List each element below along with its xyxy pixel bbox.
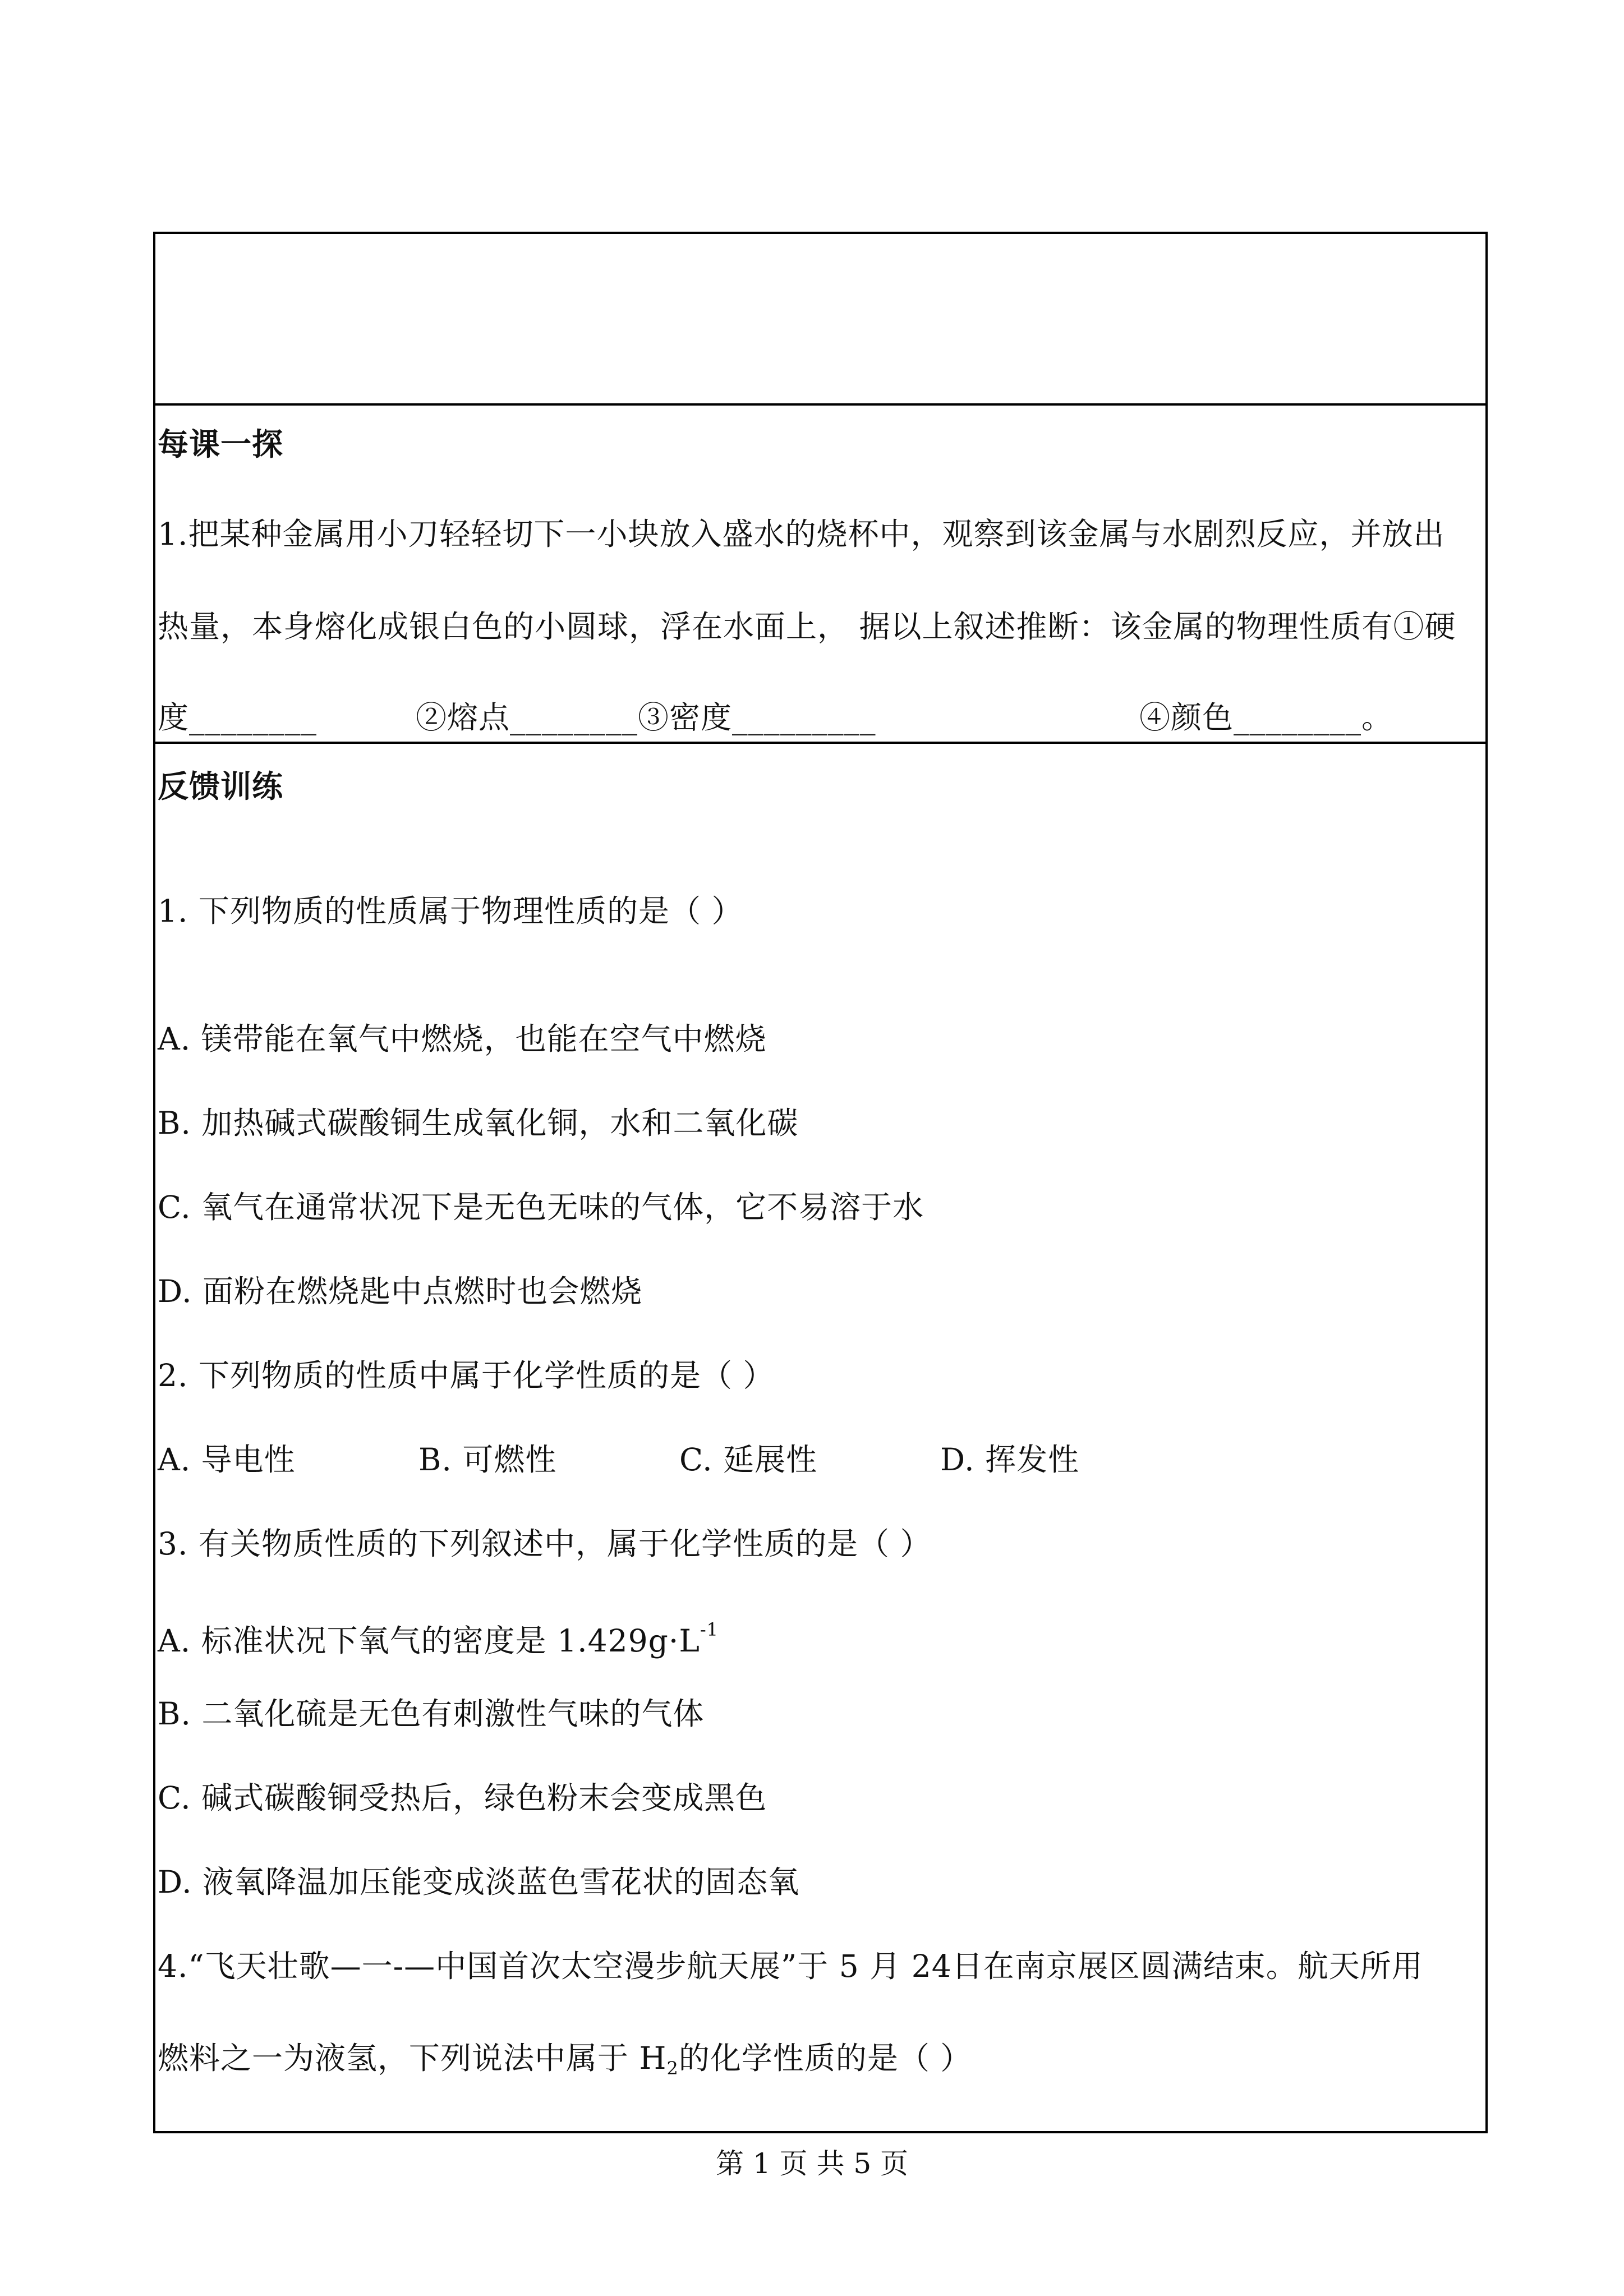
row-divider-1 bbox=[155, 403, 1485, 406]
q1-option-d: D. 面粉在燃烧匙中点燃时也会燃烧 bbox=[158, 1273, 643, 1309]
q2-option-c: C. 延展性 bbox=[679, 1442, 818, 1478]
q3-option-c: C. 碱式碳酸铜受热后，绿色粉末会变成黑色 bbox=[158, 1780, 767, 1816]
q3-option-a-text: A. 标准状况下氧气的密度是 1.429g·L bbox=[158, 1623, 700, 1659]
row-divider-2 bbox=[155, 742, 1485, 744]
q3-option-a bbox=[158, 1610, 719, 1660]
q2-option-b: B. 可燃性 bbox=[418, 1442, 557, 1478]
q3-option-b: B. 二氧化硫是无色有刺激性气味的气体 bbox=[158, 1696, 705, 1732]
q3-option-a-exponent: -1 bbox=[700, 1619, 719, 1640]
blank-hardness: 度________ bbox=[158, 700, 318, 735]
blank-color: ④颜色________。 bbox=[1139, 700, 1393, 735]
feedback-q3: 3. 有关物质性质的下列叙述中，属于化学性质的是（ ） bbox=[158, 1526, 932, 1562]
section-title-explore: 每课一探 bbox=[158, 426, 284, 462]
feedback-q2: 2. 下列物质的性质中属于化学性质的是（ ） bbox=[158, 1358, 775, 1393]
feedback-q1: 1. 下列物质的性质属于物理性质的是（ ） bbox=[158, 893, 743, 929]
worksheet-table bbox=[153, 232, 1488, 2133]
q4-line2-text-b: 的化学性质的是（ ） bbox=[678, 2040, 972, 2076]
q2-option-d: D. 挥发性 bbox=[940, 1442, 1080, 1478]
q3-option-d: D. 液氧降温加压能变成淡蓝色雪花状的固态氧 bbox=[158, 1864, 800, 1900]
feedback-q4-line1: 4.“飞天壮歌—一-—中国首次太空漫步航天展”于 5 月 24日在南京展区圆满结束。航天所用 bbox=[158, 1948, 1423, 1984]
q4-h2-subscript: 2 bbox=[666, 2058, 679, 2079]
q2-option-a: A. 导电性 bbox=[158, 1442, 296, 1478]
blank-melting-density: ②熔点________③密度_________ bbox=[416, 700, 876, 735]
q1-option-a: A. 镁带能在氧气中燃烧，也能在空气中燃烧 bbox=[158, 1021, 767, 1057]
page-footer: 第 1 页 共 5 页 bbox=[715, 2147, 909, 2180]
q1-option-c: C. 氧气在通常状况下是无色无味的气体，它不易溶于水 bbox=[158, 1189, 924, 1225]
section-title-feedback: 反馈训练 bbox=[158, 768, 284, 804]
explore-q1-line2: 热量，本身熔化成银白色的小圆球，浮在水面上， 据以上叙述推断：该金属的物理性质有①硬 bbox=[158, 609, 1456, 645]
q2-options bbox=[158, 1440, 1079, 1479]
q4-line2-text-a: 燃料之一为液氢，下列说法中属于 H bbox=[158, 2040, 667, 2076]
q1-option-b: B. 加热碱式碳酸铜生成氧化铜，水和二氧化碳 bbox=[158, 1105, 799, 1141]
explore-q1-line1: 1.把某种金属用小刀轻轻切下一小块放入盛水的烧杯中，观察到该金属与水剧烈反应，并放出 bbox=[158, 516, 1445, 552]
feedback-q4-line2 bbox=[158, 2039, 972, 2088]
explore-q1-line3 bbox=[158, 698, 1393, 737]
